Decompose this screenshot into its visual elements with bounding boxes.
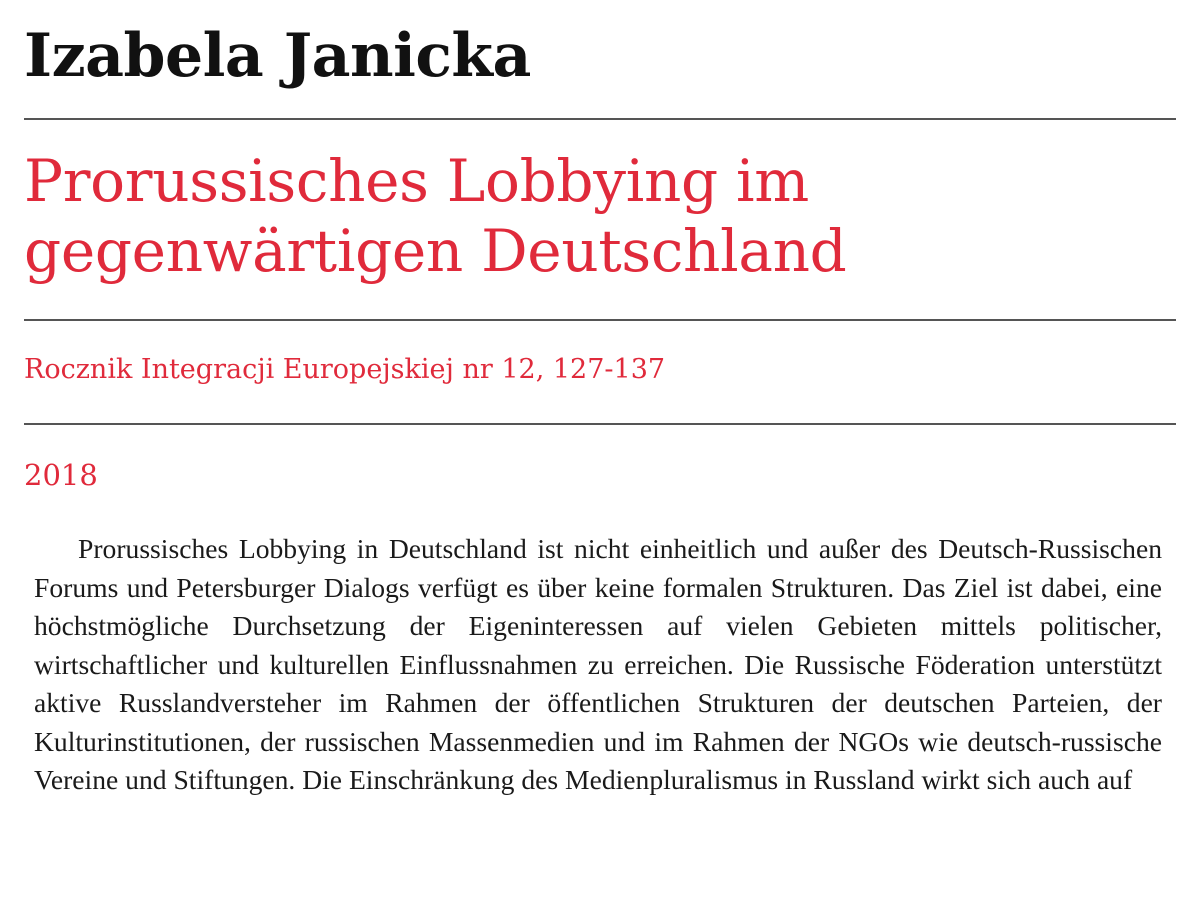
- journal-citation: Rocznik Integracji Europejskiej nr 12, 127-137: [24, 354, 666, 385]
- publication-year: 2018: [24, 458, 98, 492]
- paper-title: Prorussisches Lobbying im gegenwärtigen Deutschland: [24, 147, 847, 285]
- abstract-text: Prorussisches Lobbying in Deutschland ist nicht einheitlich und außer des Deutsch-Russischen Forums und Petersburger Dialogs verfügt es über keine formalen Strukturen. Das Ziel ist dabei, eine höchstmögliche Durchsetzung der Eigeninteressen auf vielen Gebieten mittels politischer, wirtschaftlicher und kulturellen Einflussnahmen zu erreichen. Die Russische Föderation unterstützt aktive Russlandversteher im Rahmen der öffentlichen Strukturen der deutschen Parteien, der Kulturinstitutionen, der russischen Massenmedien und im Rahmen der NGOs wie deutsch-russische Vereine und Stiftungen. Die Einschränkung des Medienpluralismus in Russland wirkt sich auch auf: [34, 533, 1162, 795]
- divider-top: [24, 118, 1176, 120]
- author-name: Izabela Janicka: [24, 21, 531, 91]
- divider-middle: [24, 319, 1176, 321]
- divider-bottom: [24, 423, 1176, 425]
